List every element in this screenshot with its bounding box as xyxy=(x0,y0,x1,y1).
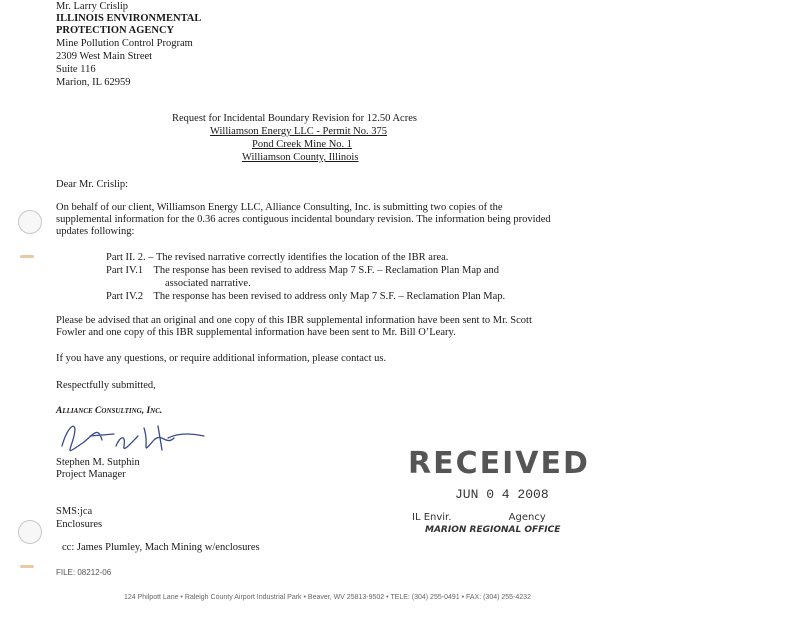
item-text: – The revised narrative correctly identifies the location of the IBR area. xyxy=(148,252,449,263)
signature-image xyxy=(54,416,214,458)
stamp-office: MARION REGIONAL OFFICE xyxy=(425,525,561,535)
stamp-date: JUN 0 4 2008 xyxy=(455,487,549,502)
street-address: 2309 West Main Street xyxy=(56,51,153,62)
list-item xyxy=(106,265,499,277)
letterhead-footer: 124 Philpott Lane • Raleigh County Airport Industrial Park • Beaver, WV 25813-9502 • TELE: (304) 255-0491 • FAX: (304) 255-4232 xyxy=(124,594,531,601)
closing: Respectfully submitted, xyxy=(56,380,156,391)
questions-paragraph: If you have any questions, or require additional information, please contact us. xyxy=(56,353,387,364)
paper-smudge xyxy=(20,565,34,568)
cc-line: cc: James Plumley, Mach Mining w/enclosures xyxy=(62,542,260,553)
intro-paragraph: On behalf of our client, Williamson Energy LLC, Alliance Consulting, Inc. is submitting two copies of the supplemental information for the 0.36 acres contiguous incidental boundary revision. The information being provided updates following: xyxy=(56,202,551,237)
signer-title: Project Manager xyxy=(56,469,126,480)
company-name: Alliance Consulting, Inc. xyxy=(56,406,163,416)
salutation: Dear Mr. Crislip: xyxy=(56,179,129,190)
binder-hole-top xyxy=(18,210,42,234)
item-label: Part II. 2. xyxy=(106,252,146,263)
list-item xyxy=(106,252,448,264)
binder-hole-bottom xyxy=(18,520,42,544)
file-reference: FILE: 08212-06 xyxy=(56,568,112,577)
initials: SMS:jca xyxy=(56,506,93,517)
subject-line-3: Pond Creek Mine No. 1 xyxy=(252,139,353,150)
suite: Suite 116 xyxy=(56,64,96,75)
item-text: The response has been revised to address Map 7 S.F. – Reclamation Plan Map and xyxy=(153,265,500,276)
enclosures: Enclosures xyxy=(56,519,103,530)
program-name: Mine Pollution Control Program xyxy=(56,38,193,49)
item-label: Part IV.2 xyxy=(106,291,144,302)
item-continuation: associated narrative. xyxy=(165,278,251,289)
item-label: Part IV.1 xyxy=(106,265,144,276)
city-state-zip: Marion, IL 62959 xyxy=(56,77,131,88)
addressee-name: Mr. Larry Crislip xyxy=(56,1,129,12)
subject-line-2: Williamson Energy LLC - Permit No. 375 xyxy=(210,126,387,137)
subject-line-1: Request for Incidental Boundary Revision for 12.50 Acres xyxy=(172,113,417,124)
signer-name: Stephen M. Sutphin xyxy=(56,457,140,468)
list-item xyxy=(106,291,505,303)
paper-smudge xyxy=(20,255,34,258)
agency-name-line1: ILLINOIS ENVIRONMENTAL xyxy=(56,13,202,24)
item-text: The response has been revised to address only Map 7 S.F. – Reclamation Plan Map. xyxy=(153,291,506,302)
stamp-received: RECEIVED xyxy=(408,446,590,481)
subject-line-4: Williamson County, Illinois xyxy=(242,152,359,163)
stamp-agency: IL Envir. Agency xyxy=(412,512,546,523)
agency-name-line2: PROTECTION AGENCY xyxy=(56,25,175,36)
advised-paragraph: Please be advised that an original and one copy of this IBR supplemental information have been sent to Mr. Scott Fowler and one copy of this IBR supplemental information have been sent to Mr. Bill O’Leary. xyxy=(56,315,532,338)
